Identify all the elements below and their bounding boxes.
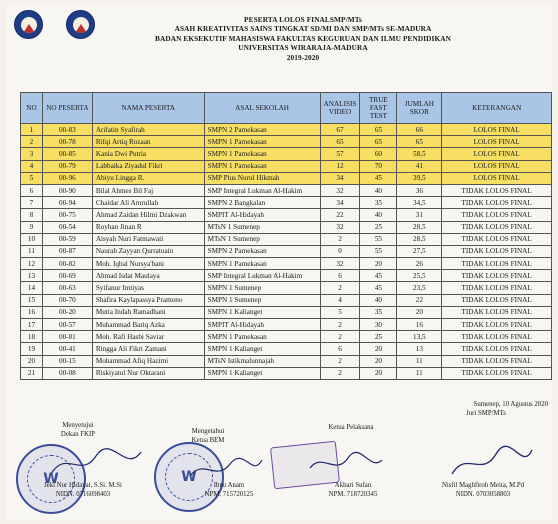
table-row [21,367,552,379]
kp-id: NPM. 718720345 [328,490,378,498]
cell-skor: 22 [397,294,442,306]
cell-sekolah: SMPN 1 Pamekasan [204,331,320,343]
table-row [21,172,552,184]
cell-sekolah: SMPN 1 Pamekasan [204,148,320,160]
cell-no: 2 [21,136,43,148]
cell-peserta: 00-54 [42,221,92,233]
cell-video: 65 [320,136,360,148]
cell-tft: 20 [360,367,397,379]
cell-ket: TIDAK LOLOS FINAL [442,209,552,221]
cell-peserta: 00-94 [42,197,92,209]
cell-peserta: 00-90 [42,184,92,196]
cell-nama: Bilal Ahmes Bil Faj [92,184,204,196]
ketua-pelaksana-role: Ketua Pelaksana [328,424,374,431]
cell-tft: 40 [360,184,397,196]
cell-video: 5 [320,306,360,318]
cell-skor: 66 [397,124,442,136]
column-header: NO [21,93,43,124]
column-header: NO PESERTA [42,93,92,124]
right-role: Juri SMP/MTs [466,410,506,417]
cell-tft: 40 [360,294,397,306]
cell-nama: Syifanur Imtiyas [92,282,204,294]
cell-tft: 20 [360,343,397,355]
cell-nama: Rifqi Artiq Rozaan [92,136,204,148]
column-header: TRUE FAST TEST [360,93,397,124]
cell-tft: 55 [360,245,397,257]
kp-name: Akbari Sufan [334,482,372,489]
cell-peserta: 00-79 [42,160,92,172]
cell-tft: 20 [360,355,397,367]
cell-tft: 35 [360,197,397,209]
table-row [21,124,552,136]
cell-no: 4 [21,160,43,172]
right-id: NIDN. 0703058803 [455,490,511,498]
cell-skor: 36 [397,184,442,196]
cell-sekolah: SMPN 2 Pamekasan [204,245,320,257]
cell-skor: 23,5 [397,282,442,294]
cell-sekolah: SMPN 1 Sumenep [204,282,320,294]
right-signature-scribble [446,444,536,484]
mid-signature-scribble [186,454,266,484]
table-row [21,343,552,355]
cell-nama: Moh. Rafi Hasbi Saviar [92,331,204,343]
cell-video: 2 [320,331,360,343]
cell-ket: TIDAK LOLOS FINAL [442,270,552,282]
cell-tft: 20 [360,258,397,270]
column-header: KETERANGAN [442,93,552,124]
cell-peserta: 00-57 [42,319,92,331]
table-row [21,355,552,367]
cell-peserta: 00-63 [42,282,92,294]
cell-no: 11 [21,245,43,257]
cell-video: 57 [320,148,360,160]
cell-sekolah: SMPN 1 Sumenep [204,294,320,306]
cell-video: 22 [320,209,360,221]
cell-skor: 13 [397,343,442,355]
cell-tft: 70 [360,160,397,172]
table-row [21,331,552,343]
cell-nama: Muhammad Bariq Azka [92,319,204,331]
cell-nama: Kania Dwi Putria [92,148,204,160]
cell-no: 20 [21,355,43,367]
cell-nama: Mohammad Afiq Hazimi [92,355,204,367]
cell-no: 16 [21,306,43,318]
left-signature-scribble [46,444,146,484]
cell-peserta: 00-70 [42,294,92,306]
cell-video: 6 [320,270,360,282]
cell-nama: Aisyah Nuri Fatmawati [92,233,204,245]
cell-nama: Shafira Kaylapassya Pramono [92,294,204,306]
cell-no: 17 [21,319,43,331]
cell-sekolah: SMP Integral Lukman Al-Hakim [204,270,320,282]
cell-sekolah: SMPN 1 Kalianget [204,306,320,318]
cell-peserta: 00-82 [42,258,92,270]
cell-no: 18 [21,331,43,343]
cell-sekolah: SMPN 1 Kalianget [204,367,320,379]
cell-ket: LOLOS FINAL [442,136,552,148]
cell-sekolah: SMPN 1 Pamekasan [204,258,320,270]
cell-video: 34 [320,172,360,184]
table-header-row [21,93,552,124]
cell-tft: 40 [360,209,397,221]
cell-nama: Ringga Ali Fikri Zamani [92,343,204,355]
cell-ket: TIDAK LOLOS FINAL [442,367,552,379]
mid-name: Ibnu Anam [213,482,245,489]
cell-sekolah: SMPN 2 Bangkalan [204,197,320,209]
cell-video: 12 [320,160,360,172]
cell-no: 19 [21,343,43,355]
faculty-stamp: W [16,444,86,514]
cell-skor: 27,5 [397,245,442,257]
cell-ket: TIDAK LOLOS FINAL [442,245,552,257]
cell-peserta: 00-59 [42,233,92,245]
cell-ket: TIDAK LOLOS FINAL [442,258,552,270]
cell-peserta: 00-87 [42,245,92,257]
cell-nama: Royhan Jinan R [92,221,204,233]
cell-skor: 31 [397,209,442,221]
mid-id: NPM. 715720125 [204,490,254,498]
cell-peserta: 00-08 [42,367,92,379]
document-header [98,15,508,62]
cell-no: 15 [21,294,43,306]
table-row [21,282,552,294]
header-line-2: ASAH KREATIVITAS SAINS TINGKAT SD/MI DAN SMP/MTs SE-MADURA [174,24,432,34]
cell-nama: Abiyu Lingga R. [92,172,204,184]
cell-ket: TIDAK LOLOS FINAL [442,294,552,306]
left-signatory [18,482,148,499]
header-line-3: BADAN EKSEKUTIF MAHASISWA FAKULTAS KEGURUAN DAN ILMU PENDIDIKAN [155,33,451,43]
table-row [21,294,552,306]
cell-no: 6 [21,184,43,196]
cell-peserta: 00-15 [42,355,92,367]
cell-ket: TIDAK LOLOS FINAL [442,306,552,318]
cell-nama: Mutia Indah Ramadhani [92,306,204,318]
table-row [21,148,552,160]
cell-peserta: 00-75 [42,209,92,221]
cell-sekolah: SMP Integral Lukman Al-Hakim [204,184,320,196]
cell-peserta: 00-41 [42,343,92,355]
cell-tft: 65 [360,136,397,148]
cell-skor: 26 [397,258,442,270]
cell-ket: LOLOS FINAL [442,124,552,136]
cell-no: 7 [21,197,43,209]
cell-video: 32 [320,221,360,233]
cell-video: 6 [320,343,360,355]
cell-sekolah: MTsN 1 Sumenep [204,221,320,233]
cell-tft: 60 [360,148,397,160]
cell-skor: 41 [397,160,442,172]
header-line-1: PESERTA LOLOS FINALSMP/MTs [244,15,362,24]
university-logo-left [14,10,43,39]
cell-nama: Chaidar Ali Amrullah [92,197,204,209]
cell-ket: TIDAK LOLOS FINAL [442,282,552,294]
left-name: Jeki Nur Hidayat, S.Si. M.Si [44,482,122,489]
cell-video: 2 [320,233,360,245]
column-header: JUMLAH SKOR [397,93,442,124]
cell-peserta: 00-83 [42,124,92,136]
cell-video: 67 [320,124,360,136]
cell-skor: 39,5 [397,172,442,184]
cell-sekolah: SMPN 1 Kalianget [204,343,320,355]
bem-stamp: W [154,442,224,512]
cell-nama: Labbaika Ziyadul Fikri [92,160,204,172]
cell-sekolah: MTsN Istikmalunnajah [204,355,320,367]
cell-skor: 25,5 [397,270,442,282]
cell-no: 9 [21,221,43,233]
table-row [21,306,552,318]
table-row [21,209,552,221]
cell-peserta: 00-69 [42,270,92,282]
cell-no: 1 [21,124,43,136]
column-header: ANALISIS VIDEO [320,93,360,124]
cell-peserta: 00-96 [42,172,92,184]
cell-no: 12 [21,258,43,270]
cell-sekolah: MTsN 1 Sumenep [204,233,320,245]
cell-ket: TIDAK LOLOS FINAL [442,233,552,245]
kp-signatory [298,482,408,499]
cell-tft: 55 [360,233,397,245]
cell-no: 10 [21,233,43,245]
cell-video: 0 [320,245,360,257]
right-signatory [418,482,548,499]
cell-ket: TIDAK LOLOS FINAL [442,319,552,331]
cell-sekolah: SMPIT Al-Hidayah [204,209,320,221]
cell-peserta: 00-20 [42,306,92,318]
cell-skor: 13,5 [397,331,442,343]
cell-skor: 34,5 [397,197,442,209]
cell-tft: 25 [360,331,397,343]
cell-ket: TIDAK LOLOS FINAL [442,355,552,367]
cell-no: 14 [21,282,43,294]
left-signature-block [28,422,128,439]
table-row [21,233,552,245]
cell-nama: Naurah Zayyan Qurratuain [92,245,204,257]
cell-video: 2 [320,367,360,379]
cell-video: 2 [320,355,360,367]
column-header: ASAL SEKOLAH [204,93,320,124]
left-role-1: Menyetujui [62,422,94,429]
cell-sekolah: SMPN 2 Pamekasan [204,124,320,136]
cell-video: 34 [320,197,360,209]
cell-peserta: 00-81 [42,331,92,343]
cell-ket: TIDAK LOLOS FINAL [442,197,552,209]
cell-tft: 65 [360,124,397,136]
cell-tft: 45 [360,282,397,294]
university-logo-right [66,10,95,39]
cell-skor: 28,5 [397,233,442,245]
cell-nama: Ahmad Isdat Maulaya [92,270,204,282]
cell-no: 8 [21,209,43,221]
mid-signature-block [158,428,258,445]
table-row [21,319,552,331]
table-row [21,270,552,282]
table-row [21,184,552,196]
cell-no: 21 [21,367,43,379]
table-row [21,136,552,148]
table-row [21,221,552,233]
cell-no: 13 [21,270,43,282]
cell-tft: 45 [360,172,397,184]
cell-video: 32 [320,184,360,196]
cell-tft: 35 [360,306,397,318]
header-line-5: 2019-2020 [286,52,320,62]
cell-skor: 58,5 [397,148,442,160]
cell-skor: 16 [397,319,442,331]
table-row [21,160,552,172]
left-role-2: Dekan FKIP [60,430,96,438]
cell-nama: Riskiyatul Nur Oktarani [92,367,204,379]
cell-video: 2 [320,282,360,294]
cell-video: 32 [320,258,360,270]
cell-skor: 28,5 [397,221,442,233]
cell-ket: LOLOS FINAL [442,148,552,160]
cell-tft: 25 [360,221,397,233]
cell-sekolah: SMPN 1 Pamekasan [204,136,320,148]
cell-ket: TIDAK LOLOS FINAL [442,331,552,343]
mid-role-2: Ketua BEM [191,436,225,444]
signature-date: Sumenep, 10 Agustus 2020 [473,401,548,408]
cell-peserta: 00-78 [42,136,92,148]
cell-nama: Moh. Iqbal Nursya'bani [92,258,204,270]
cell-ket: TIDAK LOLOS FINAL [442,343,552,355]
header-line-4: UNIVERSITAS WIRARAJA-MADURA [238,43,368,53]
cell-ket: TIDAK LOLOS FINAL [442,184,552,196]
right-name: Nisfil Maghfiroh Meita, M.Pd [441,482,525,489]
left-id: NIDN. 0716098403 [55,490,111,498]
cell-nama: Arifatin Syafirah [92,124,204,136]
table-row [21,197,552,209]
cell-tft: 30 [360,319,397,331]
results-table [20,92,552,380]
cell-peserta: 00-85 [42,148,92,160]
cell-no: 3 [21,148,43,160]
cell-skor: 11 [397,355,442,367]
table-row [21,258,552,270]
cell-skor: 20 [397,306,442,318]
cell-nama: Ahmad Zaidan Hilmi Dzakwan [92,209,204,221]
column-header: NAMA PESERTA [92,93,204,124]
cell-sekolah: SMPIT Al-Hidayah [204,319,320,331]
cell-ket: LOLOS FINAL [442,172,552,184]
kp-signature-scribble [306,450,386,480]
cell-ket: LOLOS FINAL [442,160,552,172]
cell-no: 5 [21,172,43,184]
cell-ket: TIDAK LOLOS FINAL [442,221,552,233]
cell-skor: 11 [397,367,442,379]
table-row [21,245,552,257]
cell-tft: 45 [360,270,397,282]
cell-sekolah: SMP Plus Nurul Hikmah [204,172,320,184]
cell-skor: 65 [397,136,442,148]
table-body [21,124,552,380]
cell-video: 4 [320,294,360,306]
cell-sekolah: SMPN 1 Pamekasan [204,160,320,172]
mid-signatory [174,482,284,499]
cell-video: 2 [320,319,360,331]
document-page [6,4,552,520]
mid-role-1: Mengetahui [191,428,225,435]
